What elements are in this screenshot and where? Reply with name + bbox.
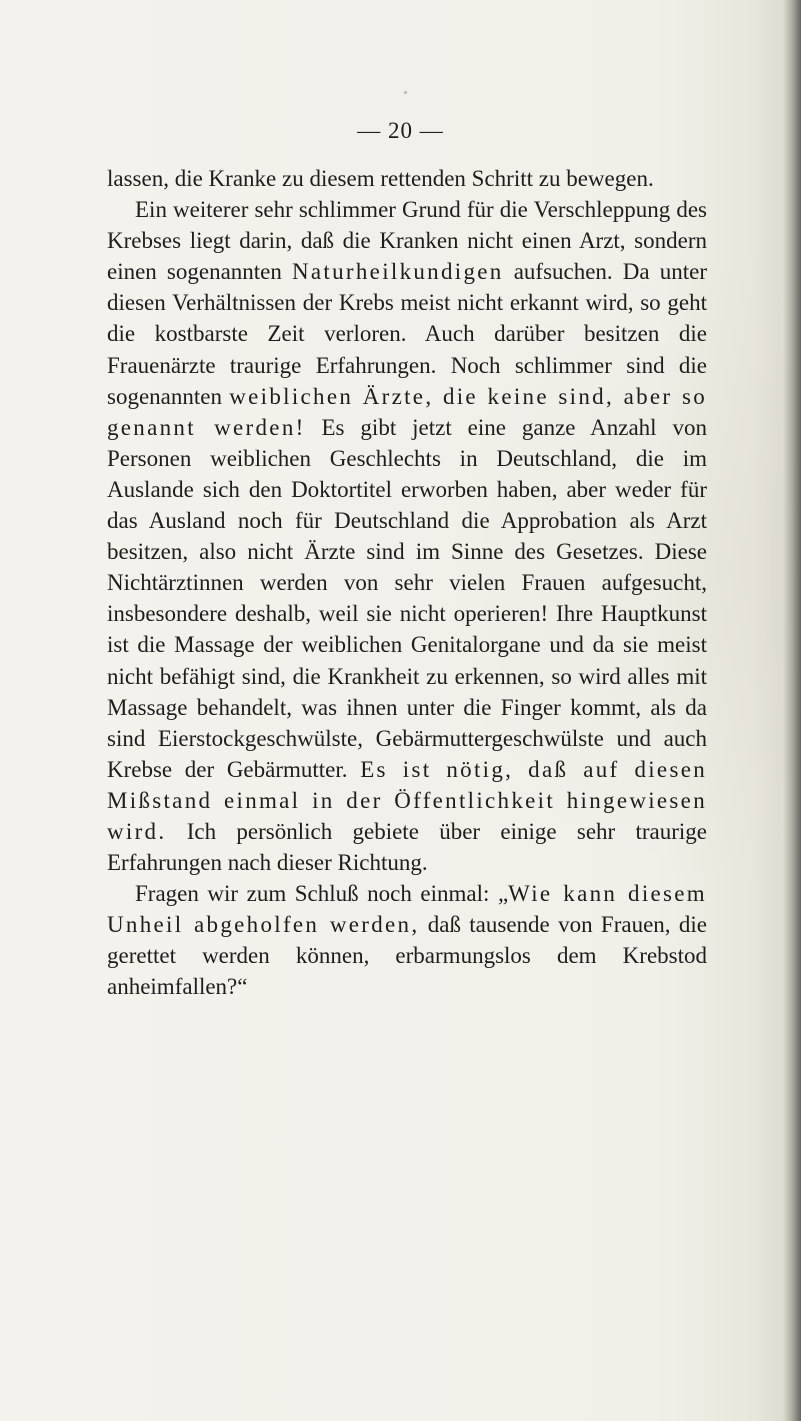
paragraph-1 <box>107 163 707 194</box>
body-text <box>107 163 707 1003</box>
paragraph-3-text-part-2: daß tausende von Frauen, die gerettet werden können, erbarmungslos dem Krebstod anheimfallen?“ <box>107 912 707 1000</box>
paragraph-3 <box>107 878 707 1002</box>
paragraph-3-text-part-1: Fragen wir zum Schluß noch einmal: „ <box>135 881 509 907</box>
paragraph-2 <box>107 194 707 878</box>
scan-edge-shadow <box>783 0 801 1421</box>
printing-speck <box>404 91 407 94</box>
paragraph-2-text-part-1: Ein weiterer sehr schlimmer Grund für die Verschleppung des Krebses liegt darin, daß die Kranken nicht einen Arzt, sondern einen sogenannten <box>107 197 707 285</box>
emphasis-oeffentlichkeit: Es ist nötig, daß auf diesen Mißstand einmal in der Öffentlichkeit hingewiesen wird. <box>107 756 707 844</box>
page-number: — 20 — <box>357 118 444 143</box>
emphasis-question: Wie kann diesem Unheil abgeholfen werden, <box>107 881 707 938</box>
emphasis-naturheilkundigen: Naturheilkundigen <box>292 259 504 285</box>
emphasis-weibliche-aerzte: weiblichen Ärzte, die keine sind, aber so genannt werden! <box>107 383 707 440</box>
paragraph-2-text-part-3: Es gibt jetzt eine ganze Anzahl von Personen weiblichen Geschlechts in Deutschland, die im Auslande sich den Doktortitel erworben haben, aber weder für das Ausland noch für Deutschland die Approbation als Arzt besitzen, also nicht Ärzte sind im Sinne des Gesetzes. Diese Nichtärztinnen werden von sehr vielen Frauen aufgesucht, insbesondere deshalb, weil sie nicht operieren! Ihre Hauptkunst ist die Massage der weiblichen Genitalorgane und da sie meist nicht befähigt sind, die Krankheit zu erkennen, so wird alles mit Massage behandelt, was ihnen unter die Finger kommt, als da sind Eierstockgeschwülste, Gebärmuttergeschwülste und auch Krebse der Gebärmutter. <box>107 414 707 782</box>
paragraph-2-text-part-2: aufsuchen. Da unter diesen Verhältnissen der Krebs meist nicht erkannt wird, so geht die kostbarste Zeit verloren. Auch darüber besitzen die Frauenärzte traurige Erfahrungen. Noch schlimmer sind die sogenannten <box>107 259 707 409</box>
paragraph-1-text: lassen, die Kranke zu diesem rettenden Schritt zu bewegen. <box>107 166 654 191</box>
paragraph-2-text-part-4: Ich persönlich gebiete über einige sehr traurige Erfahrungen nach dieser Richtung. <box>107 818 707 876</box>
